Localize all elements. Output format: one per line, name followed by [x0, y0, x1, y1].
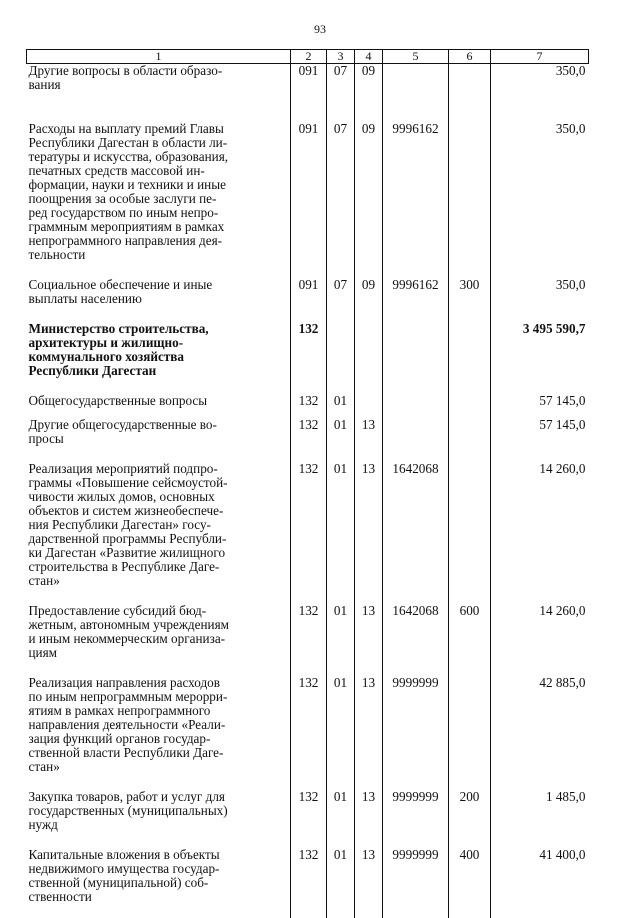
- column-header-amount: 7: [491, 50, 589, 64]
- row-spacer: [27, 774, 589, 790]
- section-code-cell: 01: [327, 394, 355, 408]
- row-name-line: зация функций органов государ-: [29, 732, 288, 746]
- amount-cell: 350,0: [491, 278, 589, 306]
- section-code-cell: 01: [327, 790, 355, 832]
- table-row: [27, 322, 589, 378]
- target-article-cell: 9996162: [383, 278, 449, 306]
- row-name-line: ки Дагестан «Развитие жилищного: [29, 546, 288, 560]
- expense-type-cell: 600: [449, 604, 491, 660]
- row-name-line: нужд: [29, 818, 288, 832]
- row-name-cell: [27, 790, 291, 832]
- row-name-line: объектов и систем жизнеобеспече-: [29, 504, 288, 518]
- row-name-line: стан»: [29, 574, 288, 588]
- row-spacer: [27, 446, 589, 462]
- row-name-cell: [27, 278, 291, 306]
- section-code-cell: 01: [327, 848, 355, 904]
- amount-cell: 1 485,0: [491, 790, 589, 832]
- row-name-cell: [27, 676, 291, 774]
- table-row: [27, 64, 589, 93]
- table-row: [27, 394, 589, 408]
- row-name-cell: [27, 122, 291, 262]
- amount-cell: 3 495 590,7: [491, 322, 589, 378]
- section-code-cell: 01: [327, 462, 355, 588]
- row-name-line: тельности: [29, 248, 288, 262]
- row-name-line: по иным непрограммным мероpри-: [29, 690, 288, 704]
- section-code-cell: 01: [327, 676, 355, 774]
- table-row: [27, 848, 589, 904]
- row-name-line: непрограммного направления дея-: [29, 234, 288, 248]
- table-row: [27, 122, 589, 262]
- expense-type-cell: [449, 462, 491, 588]
- table-body: [27, 64, 589, 918]
- expense-type-cell: [449, 122, 491, 262]
- ministry-code-cell: 091: [291, 64, 327, 93]
- row-spacer: [27, 92, 589, 122]
- row-name-line: ственной власти Республики Даге-: [29, 746, 288, 760]
- row-name-line: граммным мероприятиям в рамках: [29, 220, 288, 234]
- target-article-cell: 9999999: [383, 848, 449, 904]
- amount-cell: 350,0: [491, 122, 589, 262]
- section-code-cell: 01: [327, 604, 355, 660]
- row-name-line: и иным некоммерческим организа-: [29, 632, 288, 646]
- row-name-line: циям: [29, 646, 288, 660]
- row-name-line: печатных средств массовой ин-: [29, 164, 288, 178]
- amount-cell: 57 145,0: [491, 418, 589, 446]
- row-name-line: Другие общегосударственные во-: [29, 418, 288, 432]
- subsection-code-cell: 13: [355, 604, 383, 660]
- row-name-line: Республики Дагестан в области ли-: [29, 136, 288, 150]
- row-name-line: Капитальные вложения в объекты: [29, 848, 288, 862]
- target-article-cell: [383, 418, 449, 446]
- table-row: [27, 676, 589, 774]
- expense-type-cell: 300: [449, 278, 491, 306]
- column-header-subsection: 4: [355, 50, 383, 64]
- target-article-cell: 9996162: [383, 122, 449, 262]
- row-spacer: [27, 306, 589, 322]
- row-name-line: стан»: [29, 760, 288, 774]
- row-name-line: формации, науки и техники и иные: [29, 178, 288, 192]
- row-name-line: ятиям в рамках непрограммного: [29, 704, 288, 718]
- target-article-cell: [383, 64, 449, 93]
- row-name-line: недвижимого имущества государ-: [29, 862, 288, 876]
- row-spacer: [27, 832, 589, 848]
- row-name-cell: [27, 418, 291, 446]
- row-name-line: коммунального хозяйства: [29, 350, 288, 364]
- ministry-code-cell: 132: [291, 848, 327, 904]
- row-name-line: ственности: [29, 890, 288, 904]
- target-article-cell: [383, 322, 449, 378]
- amount-cell: 57 145,0: [491, 394, 589, 408]
- row-name-cell: [27, 64, 291, 93]
- subsection-code-cell: 13: [355, 418, 383, 446]
- row-name-line: Реализация мероприятий подпро-: [29, 462, 288, 476]
- column-header-expense-type: 6: [449, 50, 491, 64]
- budget-table: [26, 49, 589, 918]
- row-name-line: ния Республики Дагестан» госу-: [29, 518, 288, 532]
- column-header-name: 1: [27, 50, 291, 64]
- subsection-code-cell: 13: [355, 462, 383, 588]
- ministry-code-cell: 091: [291, 278, 327, 306]
- row-spacer: [27, 378, 589, 394]
- expense-type-cell: [449, 676, 491, 774]
- column-header-target: 5: [383, 50, 449, 64]
- row-name-line: граммы «Повышение сейсмоустой-: [29, 476, 288, 490]
- row-name-line: Социальное обеспечение и иные: [29, 278, 288, 292]
- section-code-cell: 01: [327, 418, 355, 446]
- subsection-code-cell: 13: [355, 790, 383, 832]
- section-code-cell: [327, 322, 355, 378]
- row-name-line: дарственной программы Республи-: [29, 532, 288, 546]
- row-name-line: архитектуры и жилищно-: [29, 336, 288, 350]
- row-name-line: Реализация направления расходов: [29, 676, 288, 690]
- row-name-line: Закупка товаров, работ и услуг для: [29, 790, 288, 804]
- table-row: [27, 278, 589, 306]
- section-code-cell: 07: [327, 122, 355, 262]
- expense-type-cell: 200: [449, 790, 491, 832]
- ministry-code-cell: 132: [291, 418, 327, 446]
- row-name-line: тературы и искусства, образования,: [29, 150, 288, 164]
- row-name-line: направления деятельности «Реали-: [29, 718, 288, 732]
- amount-cell: 350,0: [491, 64, 589, 93]
- section-code-cell: 07: [327, 64, 355, 93]
- table-row: [27, 604, 589, 660]
- expense-type-cell: 400: [449, 848, 491, 904]
- ministry-code-cell: 091: [291, 122, 327, 262]
- ministry-code-cell: 132: [291, 462, 327, 588]
- row-name-cell: [27, 462, 291, 588]
- target-article-cell: 9999999: [383, 676, 449, 774]
- row-name-line: просы: [29, 432, 288, 446]
- expense-type-cell: [449, 418, 491, 446]
- subsection-code-cell: 09: [355, 278, 383, 306]
- subsection-code-cell: [355, 394, 383, 408]
- amount-cell: 41 400,0: [491, 848, 589, 904]
- section-code-cell: 07: [327, 278, 355, 306]
- row-name-cell: [27, 604, 291, 660]
- ministry-code-cell: 132: [291, 604, 327, 660]
- expense-type-cell: [449, 394, 491, 408]
- ministry-code-cell: 132: [291, 676, 327, 774]
- row-name-cell: [27, 848, 291, 904]
- row-name-line: Общегосударственные вопросы: [29, 394, 288, 408]
- subsection-code-cell: 09: [355, 122, 383, 262]
- table-row: [27, 462, 589, 588]
- row-spacer: [27, 588, 589, 604]
- row-spacer: [27, 904, 589, 918]
- subsection-code-cell: 09: [355, 64, 383, 93]
- target-article-cell: 1642068: [383, 462, 449, 588]
- row-name-line: Республики Дагестан: [29, 364, 288, 378]
- row-name-line: выплаты населению: [29, 292, 288, 306]
- row-name-cell: [27, 394, 291, 408]
- row-name-line: Другие вопросы в области образо-: [29, 64, 288, 78]
- row-name-line: ред государством по иным непро-: [29, 206, 288, 220]
- amount-cell: 14 260,0: [491, 604, 589, 660]
- table-row: [27, 790, 589, 832]
- column-header-ministry: 2: [291, 50, 327, 64]
- row-name-line: Предоставление субсидий бюд-: [29, 604, 288, 618]
- row-name-line: вания: [29, 78, 288, 92]
- page-number: 93: [0, 22, 640, 37]
- target-article-cell: 9999999: [383, 790, 449, 832]
- subsection-code-cell: 13: [355, 676, 383, 774]
- target-article-cell: [383, 394, 449, 408]
- row-name-line: чивости жилых домов, основных: [29, 490, 288, 504]
- header-row: [27, 50, 589, 64]
- target-article-cell: 1642068: [383, 604, 449, 660]
- row-name-line: Министерство строительства,: [29, 322, 288, 336]
- row-spacer: [27, 262, 589, 278]
- expense-type-cell: [449, 64, 491, 93]
- ministry-code-cell: 132: [291, 322, 327, 378]
- expense-type-cell: [449, 322, 491, 378]
- row-name-line: ственной (муниципальной) соб-: [29, 876, 288, 890]
- row-name-line: поощрения за особые заслуги пе-: [29, 192, 288, 206]
- row-name-line: государственных (муниципальных): [29, 804, 288, 818]
- column-header-section: 3: [327, 50, 355, 64]
- subsection-code-cell: 13: [355, 848, 383, 904]
- row-spacer: [27, 660, 589, 676]
- ministry-code-cell: 132: [291, 790, 327, 832]
- row-name-cell: [27, 322, 291, 378]
- row-name-line: Расходы на выплату премий Главы: [29, 122, 288, 136]
- row-name-line: строительства в Республике Даге-: [29, 560, 288, 574]
- amount-cell: 42 885,0: [491, 676, 589, 774]
- table-row: [27, 418, 589, 446]
- subsection-code-cell: [355, 322, 383, 378]
- row-name-line: жетным, автономным учреждениям: [29, 618, 288, 632]
- amount-cell: 14 260,0: [491, 462, 589, 588]
- ministry-code-cell: 132: [291, 394, 327, 408]
